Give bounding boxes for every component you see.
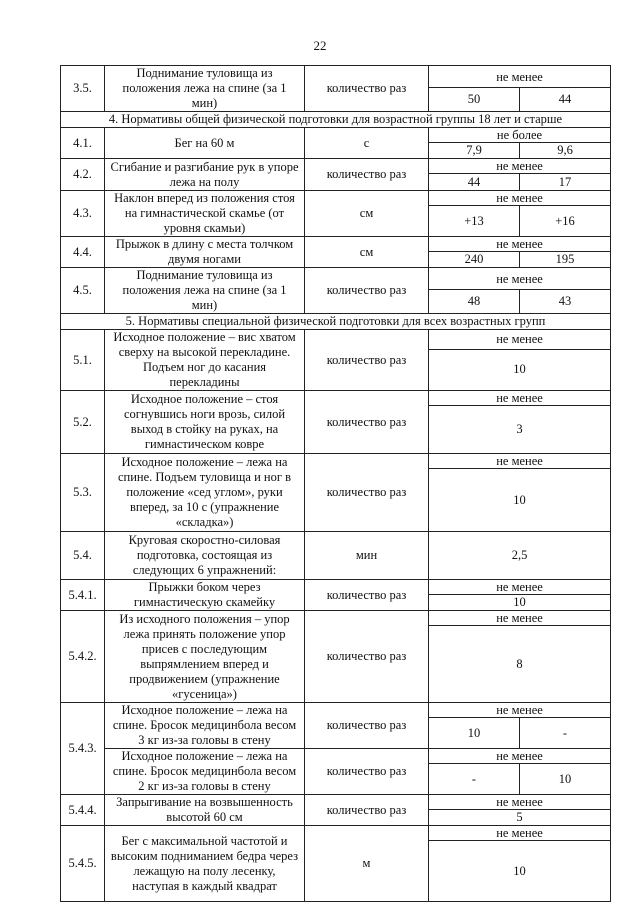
condition: не менее xyxy=(429,330,611,350)
table-row xyxy=(61,159,611,174)
value-2: 10 xyxy=(520,764,611,795)
row-number: 5.4.1. xyxy=(61,580,105,611)
value: 3 xyxy=(429,406,611,454)
value-1: - xyxy=(429,764,520,795)
row-number: 5.4.4. xyxy=(61,795,105,826)
condition: не менее xyxy=(429,454,611,469)
row-number: 5.3. xyxy=(61,454,105,532)
value-2: +16 xyxy=(520,206,611,237)
unit: количество раз xyxy=(305,795,429,826)
condition: не менее xyxy=(429,237,611,252)
table-row xyxy=(61,66,611,88)
value: 5 xyxy=(429,810,611,826)
row-number: 4.5. xyxy=(61,268,105,314)
value-2: 17 xyxy=(520,174,611,191)
row-number: 5.1. xyxy=(61,330,105,391)
unit: количество раз xyxy=(305,159,429,191)
norms-table xyxy=(60,65,611,902)
condition: не менее xyxy=(429,391,611,406)
value: 10 xyxy=(429,841,611,902)
value-1: 48 xyxy=(429,290,520,314)
row-number: 3.5. xyxy=(61,66,105,112)
condition: не менее xyxy=(429,703,611,718)
unit: см xyxy=(305,191,429,237)
unit: количество раз xyxy=(305,391,429,454)
value: 10 xyxy=(429,349,611,390)
condition: не менее xyxy=(429,795,611,810)
value: 8 xyxy=(429,626,611,703)
table-row xyxy=(61,749,611,764)
table-row xyxy=(61,391,611,406)
exercise-name: Круговая скоростно-силовая подготовка, состоящая из следующих 6 упражнений: xyxy=(105,532,305,580)
value-1: 10 xyxy=(429,718,520,749)
condition: не менее xyxy=(429,580,611,595)
value-2: - xyxy=(520,718,611,749)
table-row xyxy=(61,454,611,469)
exercise-name: Бег на 60 м xyxy=(105,128,305,159)
condition: не менее xyxy=(429,611,611,626)
row-number: 5.4.3. xyxy=(61,703,105,795)
condition: не менее xyxy=(429,159,611,174)
table-row xyxy=(61,703,611,718)
exercise-name: Исходное положение – стоя согнувшись ноги врозь, силой выход в стойку на руках, на гимнастическом ковре xyxy=(105,391,305,454)
unit: количество раз xyxy=(305,580,429,611)
row-number: 4.4. xyxy=(61,237,105,268)
unit: количество раз xyxy=(305,749,429,795)
table-row xyxy=(61,795,611,810)
unit: количество раз xyxy=(305,454,429,532)
value: 10 xyxy=(429,469,611,532)
unit: количество раз xyxy=(305,330,429,391)
unit: количество раз xyxy=(305,268,429,314)
value-1: 7,9 xyxy=(429,143,520,159)
section-heading: 5. Нормативы специальной физической подготовки для всех возрастных групп xyxy=(61,314,611,330)
table-row xyxy=(61,532,611,580)
exercise-name: Поднимание туловища из положения лежа на спине (за 1 мин) xyxy=(105,268,305,314)
exercise-name: Прыжки боком через гимнастическую скамейку xyxy=(105,580,305,611)
value-2: 44 xyxy=(520,88,611,112)
value-1: 44 xyxy=(429,174,520,191)
unit: количество раз xyxy=(305,611,429,703)
unit: количество раз xyxy=(305,66,429,112)
condition: не менее xyxy=(429,191,611,206)
exercise-name: Бег с максимальной частотой и высоким подниманием бедра через лежащую на полу лесенку, наступая в каждый квадрат xyxy=(105,826,305,902)
value: 10 xyxy=(429,595,611,611)
value-1: +13 xyxy=(429,206,520,237)
exercise-name: Наклон вперед из положения стоя на гимнастической скамье (от уровня скамьи) xyxy=(105,191,305,237)
row-number: 5.2. xyxy=(61,391,105,454)
section-row xyxy=(61,314,611,330)
unit: мин xyxy=(305,532,429,580)
row-number: 5.4. xyxy=(61,532,105,580)
row-number: 4.1. xyxy=(61,128,105,159)
value-2: 195 xyxy=(520,252,611,268)
exercise-name: Исходное положение – лежа на спине. Подъем туловища и ног в положение «сед углом», руки вперед, за 10 с (упражнение «складка») xyxy=(105,454,305,532)
page-number: 22 xyxy=(313,38,327,53)
row-number: 5.4.2. xyxy=(61,611,105,703)
row-number: 4.2. xyxy=(61,159,105,191)
exercise-name: Исходное положение – вис хватом сверху на высокой перекладине. Подъем ног до касания перекладины xyxy=(105,330,305,391)
row-number: 4.3. xyxy=(61,191,105,237)
condition: не более xyxy=(429,128,611,143)
value-1: 50 xyxy=(429,88,520,112)
condition: не менее xyxy=(429,268,611,290)
table-row xyxy=(61,268,611,290)
value-1: 240 xyxy=(429,252,520,268)
table-row xyxy=(61,191,611,206)
condition: не менее xyxy=(429,826,611,841)
exercise-name: Из исходного положения – упор лежа принять положение упор присев с последующим выпрямлением вперед и продвижением (упражнение «гусеница») xyxy=(105,611,305,703)
value-2: 43 xyxy=(520,290,611,314)
exercise-name: Сгибание и разгибание рук в упоре лежа на полу xyxy=(105,159,305,191)
table-row xyxy=(61,237,611,252)
table-row xyxy=(61,826,611,841)
section-heading: 4. Нормативы общей физической подготовки для возрастной группы 18 лет и старше xyxy=(61,112,611,128)
value: 2,5 xyxy=(429,532,611,580)
exercise-name: Исходное положение – лежа на спине. Бросок медицинбола весом 3 кг из-за головы в стену xyxy=(105,703,305,749)
table-row xyxy=(61,330,611,350)
unit: с xyxy=(305,128,429,159)
table-row xyxy=(61,580,611,595)
exercise-name: Прыжок в длину с места толчком двумя ногами xyxy=(105,237,305,268)
table-row xyxy=(61,611,611,626)
unit: количество раз xyxy=(305,703,429,749)
exercise-name: Запрыгивание на возвышенность высотой 60 см xyxy=(105,795,305,826)
condition: не менее xyxy=(429,749,611,764)
exercise-name: Поднимание туловища из положения лежа на спине (за 1 мин) xyxy=(105,66,305,112)
table-row xyxy=(61,128,611,143)
unit: см xyxy=(305,237,429,268)
condition: не менее xyxy=(429,66,611,88)
unit: м xyxy=(305,826,429,902)
row-number: 5.4.5. xyxy=(61,826,105,902)
section-row xyxy=(61,112,611,128)
value-2: 9,6 xyxy=(520,143,611,159)
exercise-name: Исходное положение – лежа на спине. Бросок медицинбола весом 2 кг из-за головы в стену xyxy=(105,749,305,795)
